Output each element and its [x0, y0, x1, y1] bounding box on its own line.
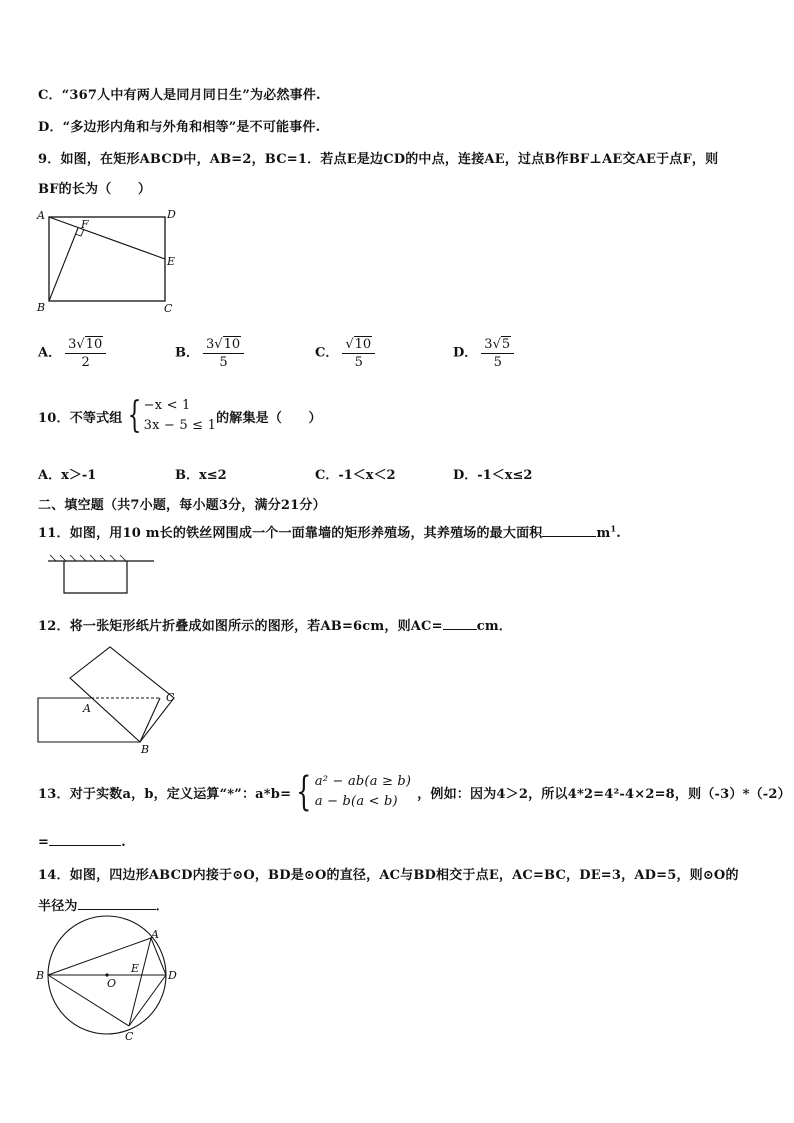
segment-ac — [129, 938, 151, 1026]
q9-option-d[interactable]: D． $\frac{3√5}{5}$ — [453, 336, 514, 370]
case-1: a² − ab(a ≥ b) — [314, 774, 412, 789]
fence-rect — [64, 561, 127, 593]
question-13-answer-line: = . — [38, 835, 126, 850]
q10-option-a[interactable]: A．x＞-1 — [38, 468, 97, 483]
label-c: C — [164, 302, 173, 315]
label-b: B — [141, 743, 150, 756]
q9-option-c[interactable]: C． $\frac{√10}{5}$ — [315, 336, 375, 370]
question-13-text: 13．对于实数a，b，定义运算“*”：a*b= { a² − ab(a ≥ b) a − b(a < b) ，例如：因为4＞2，所以4*2=4²-4×2=8，则（-3）*（-2） — [38, 769, 791, 815]
label-a: A — [37, 209, 45, 222]
label-a: A — [151, 928, 159, 941]
label-c: C — [166, 691, 175, 704]
question-14-text-cont: 半径为 ． — [38, 899, 169, 914]
segment-ae — [49, 217, 165, 259]
figure-14-circle — [34, 920, 184, 1048]
segment-bc — [48, 975, 129, 1026]
option-d-text: D．“多边形内角和与外角和相等”是不可能事件. — [38, 120, 321, 135]
label-o: O — [107, 977, 117, 990]
label-c: C — [125, 1030, 134, 1043]
section-2-heading: 二、填空题（共7小题，每小题3分，满分21分） — [38, 498, 326, 513]
inequality-system: { −x < 1 3x − 5 ≤ 1 — [127, 395, 217, 436]
question-9-text-cont: BF的长为（ ） — [38, 182, 152, 197]
inequality-2: 3x − 5 ≤ 1 — [143, 418, 217, 433]
label-e: E — [167, 255, 176, 268]
label-b: B — [36, 969, 45, 982]
figure-11-enclosure — [44, 550, 164, 600]
option-c-text: C．“367人中有两人是同月同日生”为必然事件. — [38, 88, 321, 103]
question-14-text: 14．如图，四边形ABCD内接于⊙O，BD是⊙O的直径，AC与BD相交于点E，AC=BC，DE=3，AD=5，则⊙O的 — [38, 868, 739, 883]
label-e: E — [131, 962, 140, 975]
segment-ad — [151, 938, 166, 975]
question-9-text: 9．如图，在矩形ABCD中，AB=2，BC=1．若点E是边CD的中点，连接AE，过点B作BF⊥AE交AE于点F，则 — [38, 152, 719, 167]
question-12-text: 12．将一张矩形纸片折叠成如图所示的图形，若AB=6cm，则AC= cm． — [38, 619, 512, 634]
q10-option-d[interactable]: D．-1＜x≤2 — [453, 468, 533, 483]
answer-blank-14[interactable] — [78, 897, 156, 910]
answer-blank-12[interactable] — [443, 617, 477, 630]
label-b: B — [37, 301, 46, 314]
label-f: F — [81, 218, 89, 231]
figure-12-folded-paper — [34, 640, 194, 760]
label-d: D — [168, 969, 177, 982]
answer-blank-11[interactable] — [542, 524, 596, 537]
wall-hatching — [50, 555, 126, 561]
case-2: a − b(a < b) — [314, 794, 398, 809]
label-d: D — [167, 208, 176, 221]
paper-folded — [70, 647, 174, 742]
q9-option-b[interactable]: B． $\frac{3√10}{5}$ — [175, 336, 244, 370]
question-10-text: 10．不等式组 { −x < 1 3x − 5 ≤ 1 的解集是（ ） — [38, 395, 322, 436]
question-11-text: 11．如图，用10 m长的铁丝网围成一个一面靠墙的矩形养殖场，其养殖场的最大面积 $m^1$. — [38, 523, 621, 541]
figure-9-rectangle — [34, 204, 184, 316]
answer-blank-13[interactable] — [49, 833, 121, 846]
inequality-1: −x < 1 — [143, 398, 191, 413]
q10-option-c[interactable]: C．-1＜x＜2 — [315, 468, 396, 483]
q10-option-b[interactable]: B．x≤2 — [175, 468, 227, 483]
label-a: A — [83, 702, 91, 715]
piecewise-definition: { a² − ab(a ≥ b) a − b(a < b) — [296, 769, 412, 815]
q9-option-a[interactable]: A． $\frac{3√10}{2}$ — [38, 336, 106, 370]
rect-abcd — [49, 217, 165, 301]
segment-bf — [49, 228, 78, 301]
